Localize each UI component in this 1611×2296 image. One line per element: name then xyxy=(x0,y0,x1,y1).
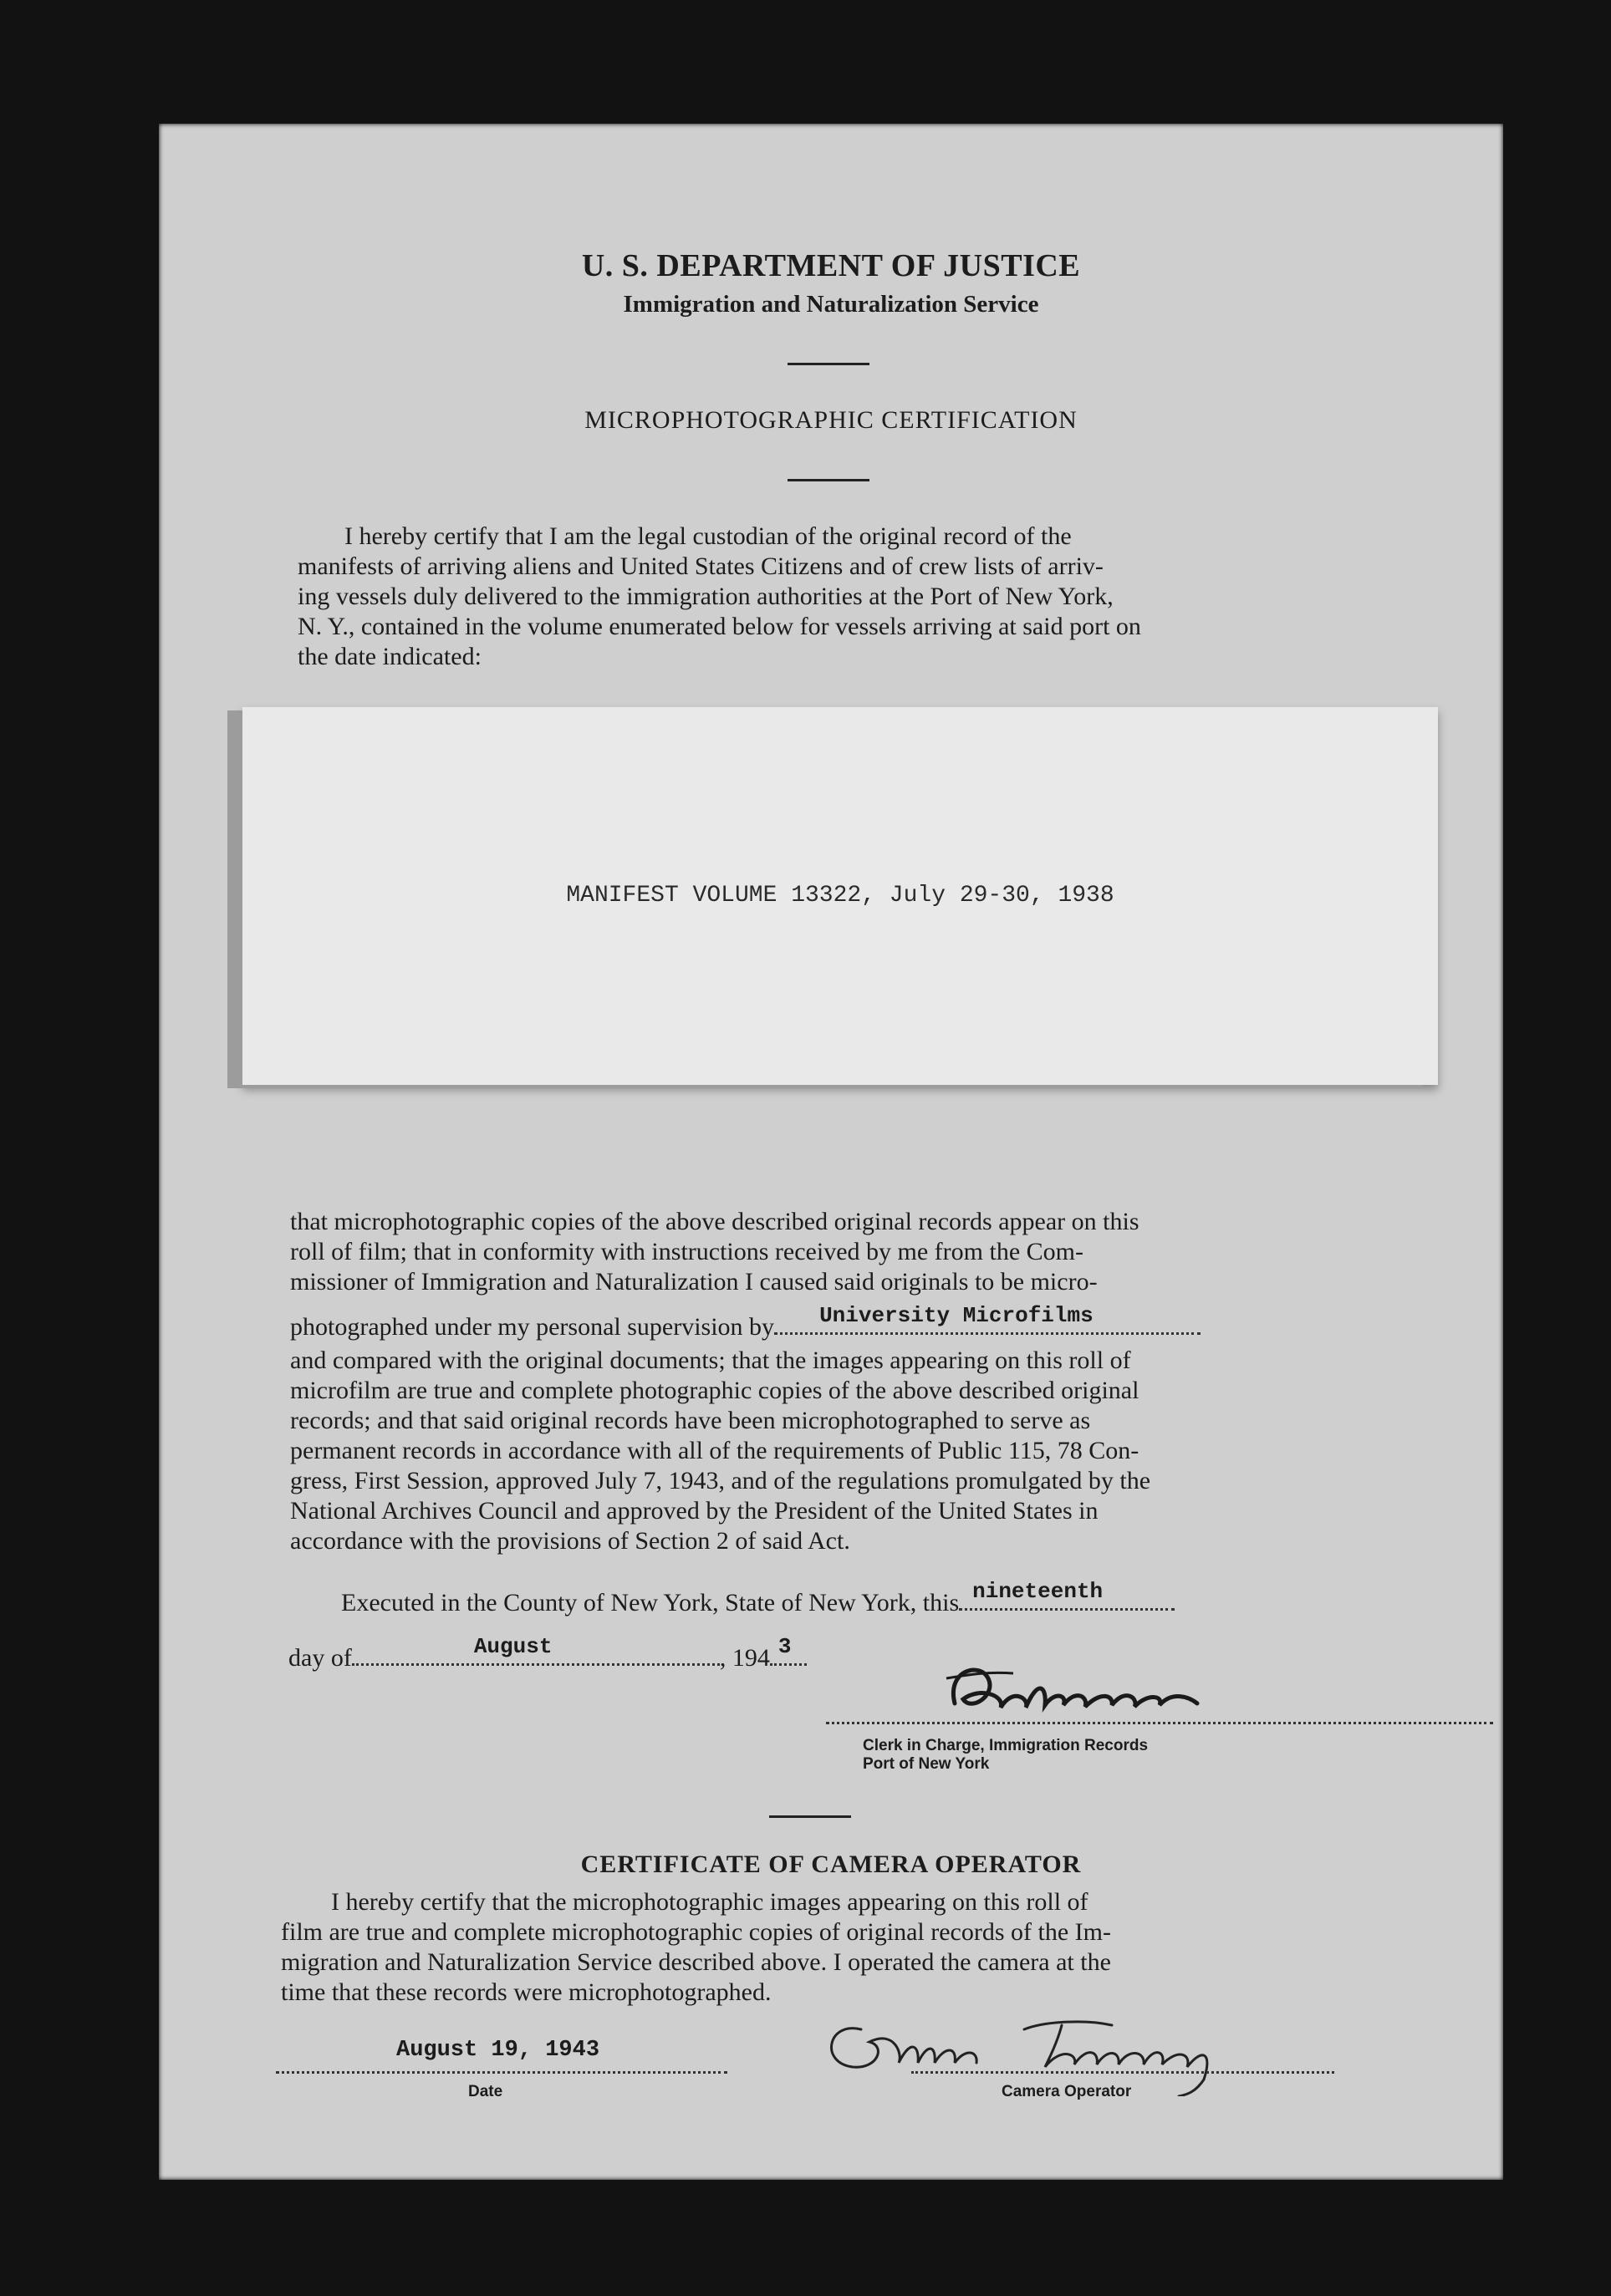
year-digit: 3 xyxy=(777,1634,792,1659)
supervisor-name: University Microfilms xyxy=(819,1303,1094,1328)
execution-day-value: nineteenth xyxy=(972,1579,1104,1604)
intro-line: I hereby certify that I am the legal custodian of the original record of the xyxy=(344,522,1072,550)
body-line: and compared with the original documents; that the images appearing on this roll of xyxy=(290,1347,1131,1374)
clerk-title-block xyxy=(863,1737,1364,1774)
clerk-location: Port of New York xyxy=(863,1755,990,1773)
body-line: accordance with the provisions of Section 2 of said Act. xyxy=(290,1527,850,1555)
month-value: August xyxy=(473,1634,553,1659)
camera-operator-heading: CERTIFICATE OF CAMERA OPERATOR xyxy=(580,1851,1082,1878)
year-field xyxy=(770,1634,807,1666)
camera-line: I hereby certify that the microphotographic images appearing on this roll of xyxy=(331,1888,1088,1916)
camera-operator-label: Camera Operator xyxy=(1002,2083,1132,2100)
body-line: National Archives Council and approved by the President of the United States in xyxy=(290,1497,1099,1525)
intro-line: N. Y., contained in the volume enumerated below for vessels arriving at said port on xyxy=(298,613,1141,640)
year-prefix: , 194 xyxy=(719,1644,770,1672)
manifest-volume-text: MANIFEST VOLUME 13322, July 29-30, 1938 xyxy=(566,883,1114,909)
service-heading: Immigration and Naturalization Service xyxy=(623,291,1039,318)
body-paragraph-a xyxy=(290,1207,1357,1297)
body-line: microfilm are true and complete photographic copies of the above described original xyxy=(290,1377,1139,1404)
execution-prefix: Executed in the County of New York, State of New York, this xyxy=(341,1589,960,1616)
supervision-line xyxy=(290,1303,1357,1342)
camera-line: film are true and complete microphotographic copies of original records of the Im- xyxy=(281,1918,1111,1946)
body-paragraph-b xyxy=(290,1346,1357,1556)
date-label: Date xyxy=(468,2083,503,2100)
department-heading: U. S. DEPARTMENT OF JUSTICE xyxy=(581,248,1081,283)
camera-operator-paragraph xyxy=(281,1887,1346,2008)
clerk-signature-line xyxy=(826,1722,1493,1724)
manifest-card xyxy=(242,707,1438,1085)
execution-line xyxy=(341,1579,1361,1618)
divider-rule xyxy=(769,1815,851,1818)
camera-operator-signature xyxy=(811,1996,1279,2096)
intro-line: ing vessels duly delivered to the immigration authorities at the Port of New York, xyxy=(298,583,1114,610)
certificate-sheet xyxy=(159,124,1503,2180)
date-line xyxy=(276,2071,727,2074)
body-line: missioner of Immigration and Naturalization I caused said originals to be micro- xyxy=(290,1268,1098,1296)
body-line: that microphotographic copies of the above described original records appear on this xyxy=(290,1208,1139,1235)
operator-date-value: August 19, 1943 xyxy=(396,2038,600,2063)
clerk-title: Clerk in Charge, Immigration Records xyxy=(863,1737,1149,1754)
clerk-signature xyxy=(921,1653,1272,1728)
body-line: roll of film; that in conformity with instructions received by me from the Com- xyxy=(290,1238,1083,1265)
intro-line: the date indicated: xyxy=(298,643,482,670)
body-line: gress, First Session, approved July 7, 1943, and of the regulations promulgated by the xyxy=(290,1467,1151,1494)
divider-rule xyxy=(788,363,869,365)
intro-line: manifests of arriving aliens and United States Citizens and of crew lists of arriv- xyxy=(298,552,1104,580)
supervisor-dotted-field xyxy=(774,1303,1201,1335)
month-field xyxy=(352,1634,720,1666)
body-line: records; and that said original records have been microphotographed to serve as xyxy=(290,1407,1091,1434)
camera-line: time that these records were microphotographed. xyxy=(281,1978,772,2006)
certification-title: MICROPHOTOGRAPHIC CERTIFICATION xyxy=(584,406,1078,434)
supervision-prefix: photographed under my personal supervision by xyxy=(290,1313,775,1341)
day-of-label: day of xyxy=(288,1644,352,1672)
divider-rule xyxy=(788,479,869,481)
camera-line: migration and Naturalization Service described above. I operated the camera at the xyxy=(281,1948,1111,1976)
camera-operator-signature-line xyxy=(911,2071,1334,2074)
day-of-line xyxy=(288,1634,957,1673)
execution-day-field xyxy=(959,1579,1175,1611)
intro-paragraph xyxy=(298,522,1358,672)
body-line: permanent records in accordance with all of the requirements of Public 115, 78 Con- xyxy=(290,1437,1139,1464)
